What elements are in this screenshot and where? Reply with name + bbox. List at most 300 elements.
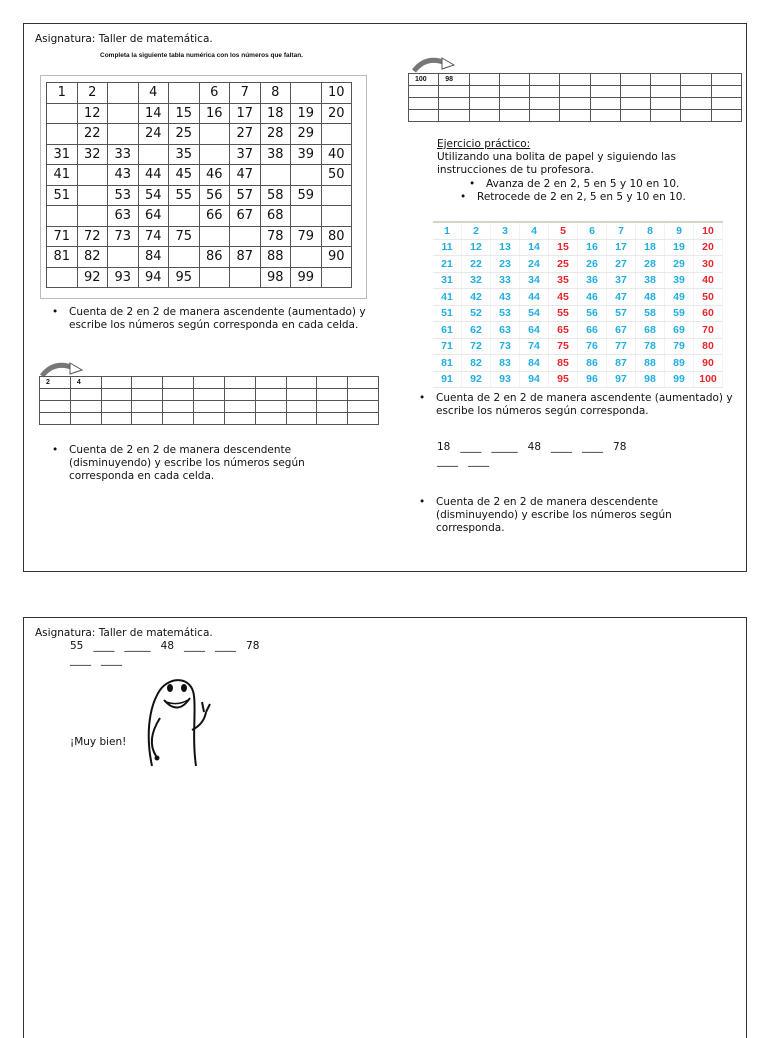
count-cell[interactable] [255, 389, 286, 401]
hundreds-row [433, 272, 723, 289]
count-cell[interactable] [651, 74, 681, 86]
grid-cell: 66 [199, 206, 230, 227]
hundreds-cell: 59 [665, 305, 694, 322]
count-cell[interactable] [620, 98, 650, 110]
hundreds-cell: 80 [694, 338, 723, 355]
count-cell: 2 [40, 377, 71, 389]
count-cell[interactable] [469, 86, 499, 98]
hundreds-cell: 39 [665, 272, 694, 289]
count-cell[interactable] [40, 389, 71, 401]
grid-cell: 98 [260, 267, 291, 288]
hundreds-cell: 61 [433, 322, 462, 339]
grid-cell: 16 [199, 103, 230, 124]
count-cell[interactable] [132, 401, 163, 413]
grid-cell[interactable] [47, 206, 78, 227]
grid-cell[interactable] [169, 247, 200, 268]
exercise-title: Ejercicio práctico: [437, 138, 531, 150]
grid-cell: 94 [138, 267, 169, 288]
grid-cell[interactable] [230, 226, 261, 247]
hundreds-cell: 84 [520, 355, 549, 372]
count-cell[interactable] [286, 413, 317, 425]
count-cell[interactable] [163, 401, 194, 413]
grid-cell[interactable] [260, 165, 291, 186]
grid-cell[interactable] [291, 206, 322, 227]
grid-cell[interactable] [321, 185, 352, 206]
hundreds-cell: 46 [578, 289, 607, 306]
grid-cell: 78 [260, 226, 291, 247]
grid-cell: 14 [138, 103, 169, 124]
grid-cell: 8 [260, 83, 291, 104]
count-cell[interactable] [317, 413, 348, 425]
grid-cell[interactable] [199, 226, 230, 247]
count-cell[interactable] [70, 413, 101, 425]
count-row [40, 377, 379, 389]
hundreds-cell: 40 [694, 272, 723, 289]
hundreds-cell: 16 [578, 239, 607, 256]
count-cell[interactable] [70, 401, 101, 413]
hundreds-cell: 41 [433, 289, 462, 306]
grid-cell[interactable] [169, 83, 200, 104]
count-cell[interactable] [651, 110, 681, 122]
count-cell[interactable] [651, 98, 681, 110]
hundreds-cell: 15 [549, 239, 578, 256]
hundreds-row [433, 338, 723, 355]
hundreds-cell: 78 [636, 338, 665, 355]
grid-cell: 88 [260, 247, 291, 268]
hundreds-cell: 28 [636, 256, 665, 273]
count-cell[interactable] [194, 401, 225, 413]
grid-row [47, 144, 352, 165]
grid-cell[interactable] [108, 124, 139, 145]
grid-cell[interactable] [199, 144, 230, 165]
grid-row [47, 103, 352, 124]
grid-cell: 71 [47, 226, 78, 247]
hundreds-cell: 9 [665, 222, 694, 239]
grid-cell: 54 [138, 185, 169, 206]
hundreds-cell: 19 [665, 239, 694, 256]
hundreds-cell: 87 [607, 355, 636, 372]
grid-cell[interactable] [77, 185, 108, 206]
count-cell[interactable] [101, 377, 132, 389]
hundreds-cell: 90 [694, 355, 723, 372]
asc-right-instruction: • Cuenta de 2 en 2 de manera ascendente (aumentado) y escribe los números según corresponda. [419, 392, 739, 418]
hundreds-cell: 91 [433, 371, 462, 388]
count-cell[interactable] [681, 86, 711, 98]
hundreds-cell: 54 [520, 305, 549, 322]
count-cell[interactable] [409, 110, 439, 122]
hundreds-cell: 12 [462, 239, 491, 256]
hundreds-cell: 52 [462, 305, 491, 322]
count-cell[interactable] [286, 389, 317, 401]
hundreds-cell: 38 [636, 272, 665, 289]
count-cell: 100 [409, 74, 439, 86]
grid-cell: 82 [77, 247, 108, 268]
grid-cell: 81 [47, 247, 78, 268]
grid-cell: 63 [108, 206, 139, 227]
count-cell[interactable] [224, 377, 255, 389]
count-cell[interactable] [348, 401, 379, 413]
hundreds-cell: 69 [665, 322, 694, 339]
grid-cell: 22 [77, 124, 108, 145]
grid-cell[interactable] [199, 267, 230, 288]
hundreds-row [433, 322, 723, 339]
grid-cell: 64 [138, 206, 169, 227]
count-cell[interactable] [530, 74, 560, 86]
count-cell[interactable] [711, 110, 741, 122]
count-cell[interactable] [224, 413, 255, 425]
hundreds-cell: 70 [694, 322, 723, 339]
hundreds-cell: 79 [665, 338, 694, 355]
hundreds-cell: 92 [462, 371, 491, 388]
hundreds-row [433, 239, 723, 256]
count-cell[interactable] [132, 389, 163, 401]
hundreds-cell: 60 [694, 305, 723, 322]
count-cell[interactable] [681, 74, 711, 86]
hundreds-cell: 33 [491, 272, 520, 289]
count-cell[interactable] [530, 98, 560, 110]
hundreds-cell: 72 [462, 338, 491, 355]
desc-instruction: • Cuenta de 2 en 2 de manera descendente (disminuyendo) y escribe los números según corresponda en cada celda. [52, 444, 332, 483]
count-cell[interactable] [286, 401, 317, 413]
hundreds-row [433, 289, 723, 306]
count-cell[interactable] [163, 389, 194, 401]
hundreds-cell: 74 [520, 338, 549, 355]
grid-cell[interactable] [169, 206, 200, 227]
hundreds-cell: 94 [520, 371, 549, 388]
hundreds-cell: 56 [578, 305, 607, 322]
hundreds-cell: 86 [578, 355, 607, 372]
hundreds-cell: 37 [607, 272, 636, 289]
descending-count-table [408, 73, 742, 122]
count-cell[interactable] [469, 98, 499, 110]
count-cell[interactable] [590, 98, 620, 110]
count-cell[interactable] [530, 86, 560, 98]
count-cell[interactable] [620, 74, 650, 86]
grid-cell[interactable] [230, 267, 261, 288]
desc-sequence-line-1: 55 ____ _____ 48 ____ ____ 78 [70, 640, 260, 652]
count-row [409, 110, 742, 122]
hundreds-cell: 8 [636, 222, 665, 239]
count-cell[interactable] [711, 86, 741, 98]
grid-cell: 55 [169, 185, 200, 206]
count-cell[interactable] [439, 110, 469, 122]
hundreds-cell: 26 [578, 256, 607, 273]
count-cell[interactable] [711, 74, 741, 86]
count-cell[interactable] [469, 110, 499, 122]
hundreds-cell: 4 [520, 222, 549, 239]
count-cell[interactable] [40, 413, 71, 425]
exercise-sub-bullets-2 [460, 191, 686, 204]
grid-cell: 31 [47, 144, 78, 165]
grid-cell: 68 [260, 206, 291, 227]
hundreds-cell: 14 [520, 239, 549, 256]
grid-cell: 24 [138, 124, 169, 145]
grid-cell: 87 [230, 247, 261, 268]
grid-cell[interactable] [199, 124, 230, 145]
hundreds-cell: 96 [578, 371, 607, 388]
grid-cell: 35 [169, 144, 200, 165]
grid-cell: 53 [108, 185, 139, 206]
count-cell[interactable] [469, 74, 499, 86]
grid-cell[interactable] [321, 267, 352, 288]
count-row [409, 74, 742, 86]
hundreds-cell: 24 [520, 256, 549, 273]
grid-cell: 95 [169, 267, 200, 288]
hundreds-cell: 22 [462, 256, 491, 273]
count-cell[interactable] [620, 86, 650, 98]
hundreds-cell: 21 [433, 256, 462, 273]
hundreds-cell: 62 [462, 322, 491, 339]
grid-cell[interactable] [47, 267, 78, 288]
grid-cell: 1 [47, 83, 78, 104]
ascending-count-table [39, 376, 379, 425]
hundreds-cell: 36 [578, 272, 607, 289]
grid-cell: 44 [138, 165, 169, 186]
grid-cell: 56 [199, 185, 230, 206]
hundreds-cell: 42 [462, 289, 491, 306]
hundreds-cell: 95 [549, 371, 578, 388]
hundreds-cell: 81 [433, 355, 462, 372]
grid-row [47, 165, 352, 186]
count-cell: 98 [439, 74, 469, 86]
grid-cell: 59 [291, 185, 322, 206]
asc-instruction-list [52, 306, 372, 332]
count-row [40, 413, 379, 425]
asc-sequence-line-2: ____ ____ [437, 455, 490, 467]
hundreds-cell: 20 [694, 239, 723, 256]
count-cell[interactable] [101, 389, 132, 401]
hundreds-cell: 71 [433, 338, 462, 355]
grid-cell: 37 [230, 144, 261, 165]
exercise-sub-bullets [469, 178, 679, 191]
grid-cell: 6 [199, 83, 230, 104]
hundreds-cell: 57 [607, 305, 636, 322]
count-cell[interactable] [530, 110, 560, 122]
grid-cell[interactable] [77, 165, 108, 186]
count-cell[interactable] [439, 86, 469, 98]
count-cell[interactable] [590, 110, 620, 122]
count-cell[interactable] [499, 110, 529, 122]
count-cell[interactable] [499, 86, 529, 98]
grid-cell[interactable] [47, 103, 78, 124]
hundreds-cell: 55 [549, 305, 578, 322]
grid-row [47, 124, 352, 145]
hundreds-cell: 98 [636, 371, 665, 388]
hundreds-cell: 100 [694, 371, 723, 388]
hundreds-cell: 48 [636, 289, 665, 306]
grid-cell: 12 [77, 103, 108, 124]
grid-cell: 25 [169, 124, 200, 145]
count-cell[interactable] [255, 401, 286, 413]
hundreds-cell: 35 [549, 272, 578, 289]
count-row [409, 98, 742, 110]
count-cell[interactable] [560, 110, 590, 122]
hundreds-cell: 1 [433, 222, 462, 239]
hundreds-cell: 64 [520, 322, 549, 339]
hundreds-cell: 29 [665, 256, 694, 273]
count-cell[interactable] [590, 86, 620, 98]
grid-cell: 18 [260, 103, 291, 124]
asc-instruction: • Cuenta de 2 en 2 de manera ascendente (aumentado) y escribe los números según corresponda en cada celda. [52, 306, 372, 332]
hundreds-cell: 6 [578, 222, 607, 239]
hundreds-cell: 30 [694, 256, 723, 273]
grid-cell: 93 [108, 267, 139, 288]
grid-cell[interactable] [291, 165, 322, 186]
count-row [40, 401, 379, 413]
count-cell[interactable] [439, 98, 469, 110]
grid-cell: 84 [138, 247, 169, 268]
hundreds-cell: 82 [462, 355, 491, 372]
hundreds-cell: 51 [433, 305, 462, 322]
grid-cell: 57 [230, 185, 261, 206]
grid-cell[interactable] [47, 124, 78, 145]
count-cell[interactable] [348, 377, 379, 389]
count-cell[interactable] [255, 413, 286, 425]
count-cell[interactable] [194, 377, 225, 389]
grid-cell: 38 [260, 144, 291, 165]
hundreds-row [433, 256, 723, 273]
hundreds-cell: 93 [491, 371, 520, 388]
exercise-text-2: instrucciones de tu profesora. [437, 164, 594, 176]
sub-bullet-backward: • Retrocede de 2 en 2, 5 en 5 y 10 en 10. [460, 191, 686, 204]
grid-cell: 32 [77, 144, 108, 165]
count-cell[interactable] [224, 401, 255, 413]
grid-cell[interactable] [108, 83, 139, 104]
hundreds-cell: 89 [665, 355, 694, 372]
missing-numbers-grid [46, 82, 352, 288]
count-cell[interactable] [681, 98, 711, 110]
hundreds-cell: 68 [636, 322, 665, 339]
grid-cell: 43 [108, 165, 139, 186]
hundreds-chart [433, 221, 723, 388]
hundreds-cell: 45 [549, 289, 578, 306]
hundreds-row [433, 355, 723, 372]
hundreds-cell: 17 [607, 239, 636, 256]
count-cell[interactable] [499, 98, 529, 110]
hundreds-cell: 11 [433, 239, 462, 256]
count-cell[interactable] [560, 98, 590, 110]
count-cell[interactable] [70, 389, 101, 401]
hundreds-cell: 25 [549, 256, 578, 273]
grid-cell[interactable] [291, 83, 322, 104]
grid-row [47, 185, 352, 206]
count-cell[interactable] [286, 377, 317, 389]
count-cell[interactable] [348, 389, 379, 401]
hundreds-cell: 27 [607, 256, 636, 273]
count-cell[interactable] [409, 98, 439, 110]
grid-cell[interactable] [108, 103, 139, 124]
hundreds-cell: 83 [491, 355, 520, 372]
grid-cell[interactable] [77, 206, 108, 227]
grid-cell: 17 [230, 103, 261, 124]
count-cell[interactable] [101, 401, 132, 413]
count-cell[interactable] [163, 377, 194, 389]
count-cell[interactable] [163, 413, 194, 425]
count-cell[interactable] [132, 413, 163, 425]
grid-cell: 50 [321, 165, 352, 186]
count-cell[interactable] [681, 110, 711, 122]
count-cell[interactable] [224, 389, 255, 401]
missing-numbers-grid-frame [40, 75, 367, 299]
count-cell[interactable] [711, 98, 741, 110]
grid-row [47, 206, 352, 227]
hundreds-cell: 3 [491, 222, 520, 239]
grid-cell: 79 [291, 226, 322, 247]
hundreds-row [433, 371, 723, 388]
hundreds-cell: 75 [549, 338, 578, 355]
count-cell[interactable] [317, 377, 348, 389]
hundreds-row [433, 305, 723, 322]
grid-cell: 90 [321, 247, 352, 268]
hundreds-cell: 13 [491, 239, 520, 256]
grid-row [47, 247, 352, 268]
hundreds-cell: 58 [636, 305, 665, 322]
count-cell[interactable] [317, 389, 348, 401]
count-cell[interactable] [317, 401, 348, 413]
hundreds-cell: 66 [578, 322, 607, 339]
count-cell[interactable] [132, 377, 163, 389]
hundreds-cell: 65 [549, 322, 578, 339]
cartoon-character-illustration [130, 678, 218, 768]
grid-cell[interactable] [321, 206, 352, 227]
hundreds-cell: 85 [549, 355, 578, 372]
hundreds-cell: 5 [549, 222, 578, 239]
grid-cell[interactable] [321, 124, 352, 145]
count-cell[interactable] [194, 413, 225, 425]
hundreds-cell: 77 [607, 338, 636, 355]
count-cell[interactable] [255, 377, 286, 389]
grid-cell: 15 [169, 103, 200, 124]
hundreds-cell: 43 [491, 289, 520, 306]
count-cell[interactable] [409, 86, 439, 98]
count-cell[interactable] [590, 74, 620, 86]
desc-instruction-list [52, 444, 332, 483]
count-cell[interactable] [560, 74, 590, 86]
grid-cell: 7 [230, 83, 261, 104]
grid-cell[interactable] [138, 144, 169, 165]
grid-cell: 40 [321, 144, 352, 165]
hundreds-cell: 99 [665, 371, 694, 388]
count-cell[interactable] [348, 413, 379, 425]
subject-heading: Asignatura: Taller de matemática. [35, 33, 213, 45]
hundreds-cell: 44 [520, 289, 549, 306]
grid-cell: 20 [321, 103, 352, 124]
grid-cell: 29 [291, 124, 322, 145]
hundreds-cell: 2 [462, 222, 491, 239]
grid-cell: 75 [169, 226, 200, 247]
hundreds-cell: 97 [607, 371, 636, 388]
sub-bullet-forward: • Avanza de 2 en 2, 5 en 5 y 10 en 10. [469, 178, 679, 191]
grid-cell: 10 [321, 83, 352, 104]
worksheet-page-2 [23, 617, 747, 1038]
hundreds-cell: 47 [607, 289, 636, 306]
grid-row [47, 226, 352, 247]
count-cell: 4 [70, 377, 101, 389]
grid-cell[interactable] [291, 247, 322, 268]
grid-cell: 33 [108, 144, 139, 165]
count-cell[interactable] [499, 74, 529, 86]
hundreds-cell: 63 [491, 322, 520, 339]
count-cell[interactable] [40, 401, 71, 413]
count-cell[interactable] [651, 86, 681, 98]
count-cell[interactable] [560, 86, 590, 98]
hundreds-cell: 32 [462, 272, 491, 289]
desc-right-instruction: • Cuenta de 2 en 2 de manera descendente (disminuyendo) y escribe los números según corresponda. [419, 496, 699, 535]
grid-cell[interactable] [108, 247, 139, 268]
count-cell[interactable] [101, 413, 132, 425]
count-cell[interactable] [194, 389, 225, 401]
count-cell[interactable] [620, 110, 650, 122]
